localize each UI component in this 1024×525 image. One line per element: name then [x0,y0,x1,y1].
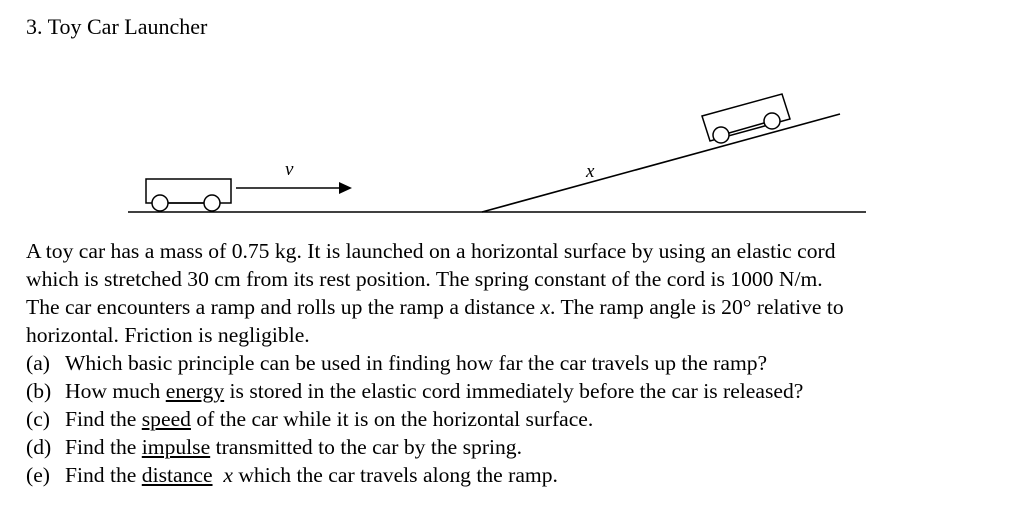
question-e-post: which the car travels along the ramp. [232,463,558,487]
problem-title: 3. Toy Car Launcher [26,14,208,39]
intro-distance-var: x [540,295,551,319]
intro-line-3b: . The ramp angle is 20° relative to [550,295,844,319]
question-c-pre: Find the [65,407,142,431]
intro-line-4: horizontal. Friction is negligible. [26,323,310,347]
distance-label: x [586,161,595,182]
question-c-post: of the car while it is on the horizontal surface. [190,407,594,431]
intro-line-3 [26,293,1016,321]
question-b-key: energy [165,379,225,403]
question-e-var: x [223,463,233,487]
velocity-arrow [236,182,352,194]
question-e-label: (e) [26,463,50,487]
question-b-pre: How much [65,379,166,403]
question-d-key: impulse [141,435,211,459]
question-c-label: (c) [26,407,50,431]
question-d [26,433,1016,461]
question-a-text: Which basic principle can be used in finding how far the car travels up the ramp? [65,351,768,375]
intro-line-1: A toy car has a mass of 0.75 kg. It is launched on a horizontal surface by using an elastic cord [26,239,836,263]
question-b-post: is stored in the elastic cord immediately before the car is released? [224,379,804,403]
intro-line-3a: The car encounters a ramp and rolls up the ramp a distance [26,295,541,319]
question-b-label: (b) [26,379,52,403]
toy-car-ramp [702,94,790,143]
question-b [26,377,1016,405]
toy-car-ground [146,179,231,211]
question-c [26,405,1016,433]
problem-body [26,237,1016,489]
question-d-pre: Find the [65,435,142,459]
question-a [26,349,1016,377]
question-c-key: speed [141,407,191,431]
question-e-pre: Find the [65,463,142,487]
car-ramp-diagram [0,0,1024,230]
question-d-label: (d) [26,435,52,459]
velocity-label: v [285,159,294,180]
question-e [26,461,1016,489]
ramp-line [482,114,840,212]
question-a-label: (a) [26,351,50,375]
question-e-key: distance [141,463,213,487]
question-d-post: transmitted to the car by the spring. [210,435,523,459]
intro-line-2: which is stretched 30 cm from its rest position. The spring constant of the cord is 1000 N/m. [26,267,823,291]
